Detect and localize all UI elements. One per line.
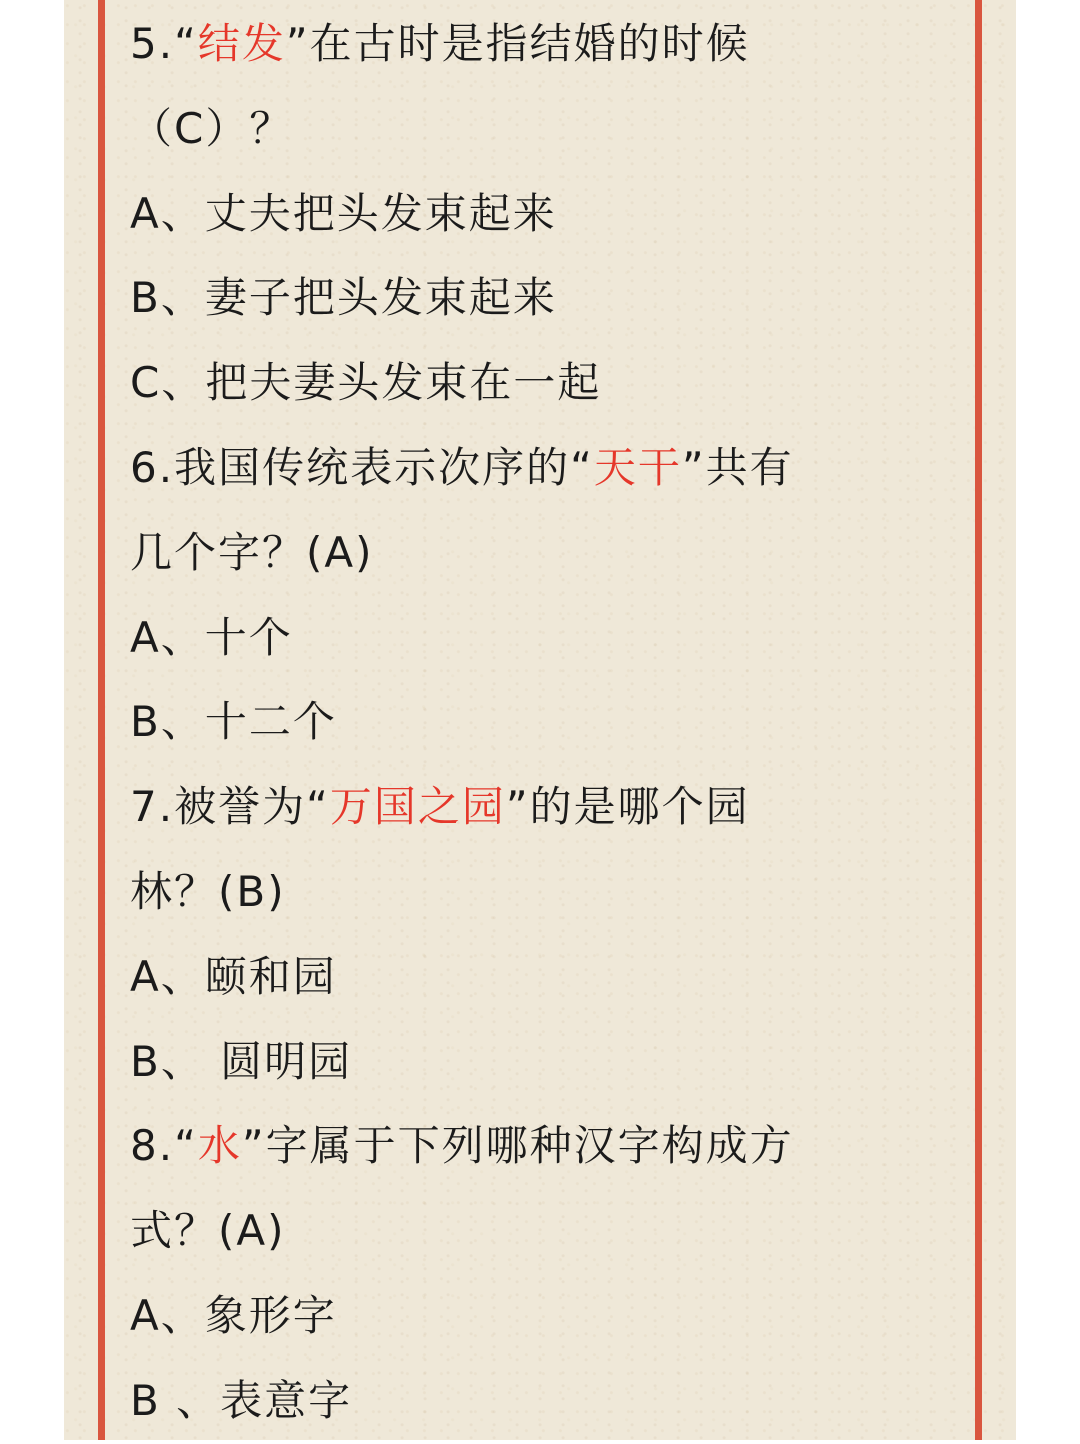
right-border-line — [975, 0, 982, 1440]
question-8-option-b: B 、表意字 — [130, 1375, 353, 1425]
question-6-line-2: 几个字？(A) — [130, 527, 374, 577]
question-7-option-a: A、颐和园 — [130, 951, 337, 1001]
question-7-option-b: B、 圆明园 — [130, 1036, 353, 1086]
highlight-term: 结发 — [197, 19, 286, 68]
question-7-line-1 — [130, 765, 950, 850]
question-text: 7.被誉为“ — [130, 782, 330, 832]
question-5-line-2: （C）？ — [130, 103, 294, 153]
question-text: ”在古时是指结婚的时候 — [285, 19, 750, 68]
question-5-line-1 — [130, 2, 950, 87]
quiz-content — [130, 2, 950, 1444]
question-5-option-b: B、妻子把头发束起来 — [130, 273, 557, 323]
question-text: ”共有 — [681, 442, 794, 492]
question-text: 5.“ — [130, 19, 198, 68]
question-text: ”字属于下列哪种汉字构成方 — [241, 1121, 794, 1171]
highlight-term: 水 — [197, 1121, 242, 1171]
question-8-line-2: 式？(A) — [130, 1206, 286, 1256]
highlight-term: 天干 — [593, 442, 682, 492]
question-6-option-a: A、十个 — [130, 612, 293, 662]
question-text: 6.我国传统表示次序的“ — [130, 442, 594, 492]
question-5-option-a: A、丈夫把头发束起来 — [130, 188, 557, 238]
question-6-option-b: B、十二个 — [130, 697, 337, 747]
question-8-line-1 — [130, 1104, 950, 1189]
left-border-line — [98, 0, 105, 1440]
question-text: 8.“ — [130, 1121, 198, 1171]
question-5-option-c: C、把夫妻头发束在一起 — [130, 358, 602, 408]
highlight-term: 万国之园 — [329, 782, 506, 832]
question-6-line-1 — [130, 426, 950, 511]
question-text: ”的是哪个园 — [505, 782, 750, 832]
question-7-line-2: 林？(B) — [130, 866, 286, 916]
question-8-option-a: A、象形字 — [130, 1290, 337, 1340]
